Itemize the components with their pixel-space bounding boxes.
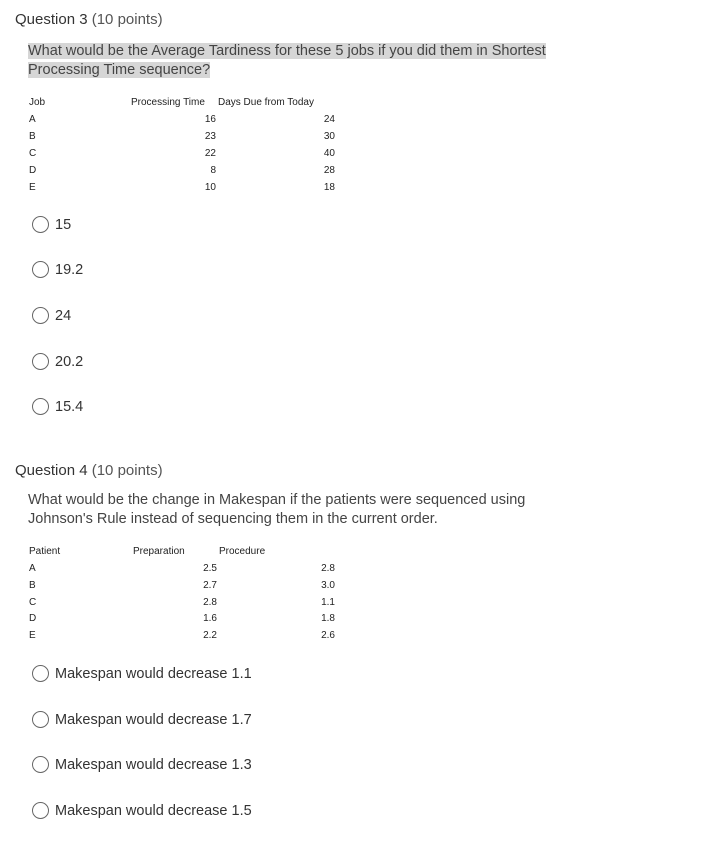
answer-option[interactable] xyxy=(32,398,83,415)
table-cell-preparation: 1.6 xyxy=(203,613,217,624)
table-cell-procedure: 1.8 xyxy=(321,613,335,624)
question-3-title: Question 3 xyxy=(15,11,88,28)
question-4-heading xyxy=(15,462,163,479)
table-cell-processing-time: 8 xyxy=(210,165,216,176)
question-3-heading xyxy=(15,11,163,28)
table-cell-procedure: 3.0 xyxy=(321,580,335,591)
table-cell-procedure: 2.6 xyxy=(321,630,335,641)
table-cell-patient: C xyxy=(29,597,37,608)
answer-option[interactable] xyxy=(32,307,71,324)
table-cell-processing-time: 22 xyxy=(204,148,216,159)
table-cell-days-due: 18 xyxy=(323,182,335,193)
table-header-job: Job xyxy=(29,97,46,108)
answer-option[interactable] xyxy=(32,665,252,682)
table-header-days-due: Days Due from Today xyxy=(218,97,314,108)
answer-option-label: Makespan would decrease 1.7 xyxy=(55,711,252,728)
table-cell-preparation: 2.5 xyxy=(203,563,217,574)
radio-button[interactable] xyxy=(32,665,49,682)
question-4-prompt xyxy=(28,491,588,528)
answer-option-label: Makespan would decrease 1.5 xyxy=(55,802,252,819)
answer-option[interactable] xyxy=(32,802,252,819)
table-header-patient: Patient xyxy=(29,546,61,557)
table-header-procedure: Procedure xyxy=(219,546,266,557)
table-cell-job: B xyxy=(29,131,36,142)
answer-option[interactable] xyxy=(32,756,252,773)
question-4-title: Question 4 xyxy=(15,462,88,479)
table-cell-patient: D xyxy=(29,613,37,624)
question-3-prompt xyxy=(28,42,588,79)
table-cell-job: C xyxy=(29,148,37,159)
answer-option[interactable] xyxy=(32,216,71,233)
question-4-points: (10 points) xyxy=(91,462,163,479)
table-header-preparation: Preparation xyxy=(133,546,185,557)
radio-button[interactable] xyxy=(32,307,49,324)
answer-option-label: 15 xyxy=(55,216,72,233)
table-cell-days-due: 40 xyxy=(323,148,335,159)
table-cell-job: D xyxy=(29,165,37,176)
answer-option-label: 20.2 xyxy=(55,353,84,370)
table-cell-processing-time: 23 xyxy=(204,131,216,142)
answer-option-label: 15.4 xyxy=(55,398,84,415)
table-cell-preparation: 2.8 xyxy=(203,597,217,608)
question-4-prompt-line-2: Johnson's Rule instead of sequencing them in the current order. xyxy=(28,510,438,527)
table-cell-procedure: 1.1 xyxy=(321,597,335,608)
table-cell-patient: E xyxy=(29,630,36,641)
table-cell-days-due: 24 xyxy=(323,114,335,125)
answer-option-label: 19.2 xyxy=(55,261,84,278)
radio-button[interactable] xyxy=(32,216,49,233)
answer-option[interactable] xyxy=(32,261,83,278)
table-cell-days-due: 28 xyxy=(323,165,335,176)
answer-option-label: Makespan would decrease 1.3 xyxy=(55,756,252,773)
radio-button[interactable] xyxy=(32,353,49,370)
table-cell-procedure: 2.8 xyxy=(321,563,335,574)
radio-button[interactable] xyxy=(32,261,49,278)
table-cell-patient: A xyxy=(29,563,36,574)
table-cell-days-due: 30 xyxy=(323,131,335,142)
table-cell-job: E xyxy=(29,182,36,193)
radio-button[interactable] xyxy=(32,398,49,415)
question-4-prompt-line-1: What would be the change in Makespan if the patients were sequenced using xyxy=(28,492,526,508)
table-cell-processing-time: 16 xyxy=(204,114,216,125)
table-cell-patient: B xyxy=(29,580,36,591)
answer-option[interactable] xyxy=(32,353,83,370)
table-cell-preparation: 2.2 xyxy=(203,630,217,641)
table-cell-job: A xyxy=(29,114,36,125)
answer-option-label: 24 xyxy=(55,307,72,324)
answer-option-label: Makespan would decrease 1.1 xyxy=(55,665,252,682)
table-cell-preparation: 2.7 xyxy=(203,580,217,591)
question-3-prompt-line-2: Processing Time sequence? xyxy=(28,61,211,78)
answer-option[interactable] xyxy=(32,711,252,728)
radio-button[interactable] xyxy=(32,756,49,773)
radio-button[interactable] xyxy=(32,711,49,728)
table-cell-processing-time: 10 xyxy=(204,182,216,193)
table-header-processing-time: Processing Time xyxy=(131,97,205,108)
question-3-prompt-line-1: What would be the Average Tardiness for these 5 jobs if you did them in Shortest xyxy=(28,43,546,59)
question-3-points: (10 points) xyxy=(91,11,163,28)
radio-button[interactable] xyxy=(32,802,49,819)
